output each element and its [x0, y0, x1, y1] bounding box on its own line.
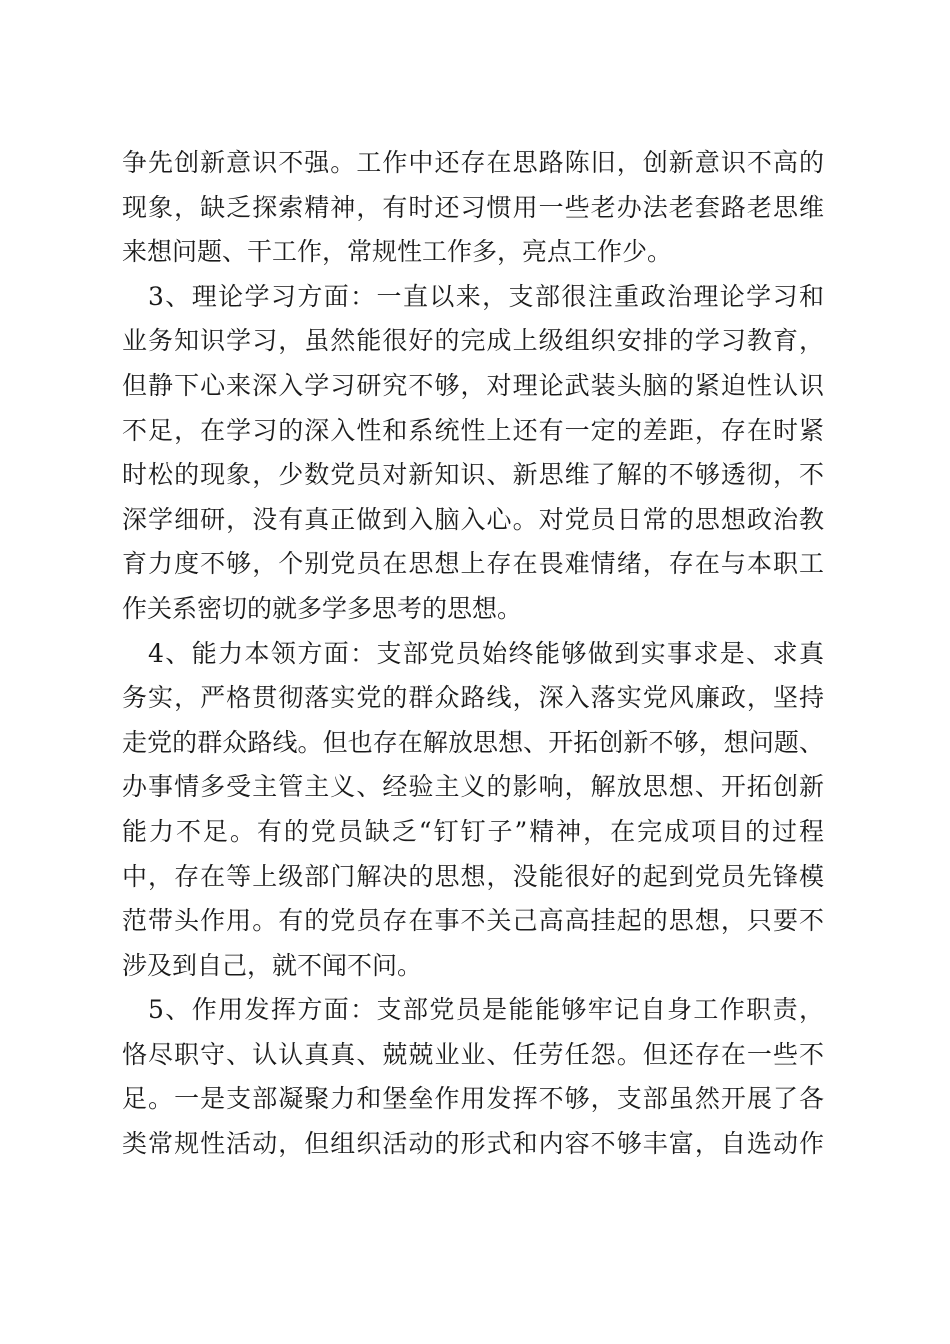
text-line: 范带头作用。有的党员存在事不关己高高挂起的思想，只要不 — [122, 906, 824, 936]
document-body — [122, 141, 824, 1167]
text-line: 务实，严格贯彻落实党的群众路线，深入落实党风廉政，坚持 — [122, 683, 824, 713]
text-line: 类常规性活动，但组织活动的形式和内容不够丰富，自选动作 — [122, 1129, 824, 1159]
text-line: 作关系密切的就多学多思考的思想。 — [122, 593, 523, 623]
text-line: 现象，缺乏探索精神，有时还习惯用一些老办法老套路老思维 — [122, 192, 824, 222]
text-line: 3、理论学习方面：一直以来，支部很注重政治理论学习和 — [148, 281, 824, 311]
text-line: 深学细研，没有真正做到入脑入心。对党员日常的思想政治教 — [122, 504, 824, 534]
text-line: 恪尽职守、认认真真、兢兢业业、任劳任怨。但还存在一些不 — [122, 1039, 824, 1069]
text-line: 中，存在等上级部门解决的思想，没能很好的起到党员先锋模 — [122, 861, 824, 891]
text-line: 走党的群众路线。但也存在解放思想、开拓创新不够，想问题、 — [122, 727, 824, 757]
paragraph — [122, 141, 824, 275]
text-line: 但静下心来深入学习研究不够，对理论武装头脑的紧迫性认识 — [122, 370, 824, 400]
text-line: 育力度不够，个别党员在思想上存在畏难情绪，存在与本职工 — [122, 549, 824, 579]
paragraph — [122, 275, 824, 632]
text-line: 办事情多受主管主义、经验主义的影响，解放思想、开拓创新 — [122, 772, 824, 802]
paragraph — [122, 988, 824, 1166]
text-line: 争先创新意识不强。工作中还存在思路陈旧，创新意识不高的 — [122, 148, 824, 177]
text-line: 时松的现象，少数党员对新知识、新思维了解的不够透彻，不 — [122, 460, 824, 490]
text-line: 4、能力本领方面：支部党员始终能够做到实事求是、求真 — [148, 638, 824, 668]
text-line: 不足，在学习的深入性和系统性上还有一定的差距，存在时紧 — [122, 415, 824, 445]
text-line: 能力不足。有的党员缺乏“钉钉子”精神，在完成项目的过程 — [122, 816, 824, 846]
text-line: 5、作用发挥方面：支部党员是能能够牢记自身工作职责， — [148, 995, 824, 1025]
text-line: 足。一是支部凝聚力和堡垒作用发挥不够，支部虽然开展了各 — [122, 1084, 824, 1114]
text-line: 涉及到自己，就不闻不问。 — [122, 950, 423, 980]
text-line: 业务知识学习，虽然能很好的完成上级组织安排的学习教育， — [122, 326, 824, 356]
text-line: 来想问题、干工作，常规性工作多，亮点工作少。 — [122, 237, 673, 267]
paragraph — [122, 632, 824, 989]
